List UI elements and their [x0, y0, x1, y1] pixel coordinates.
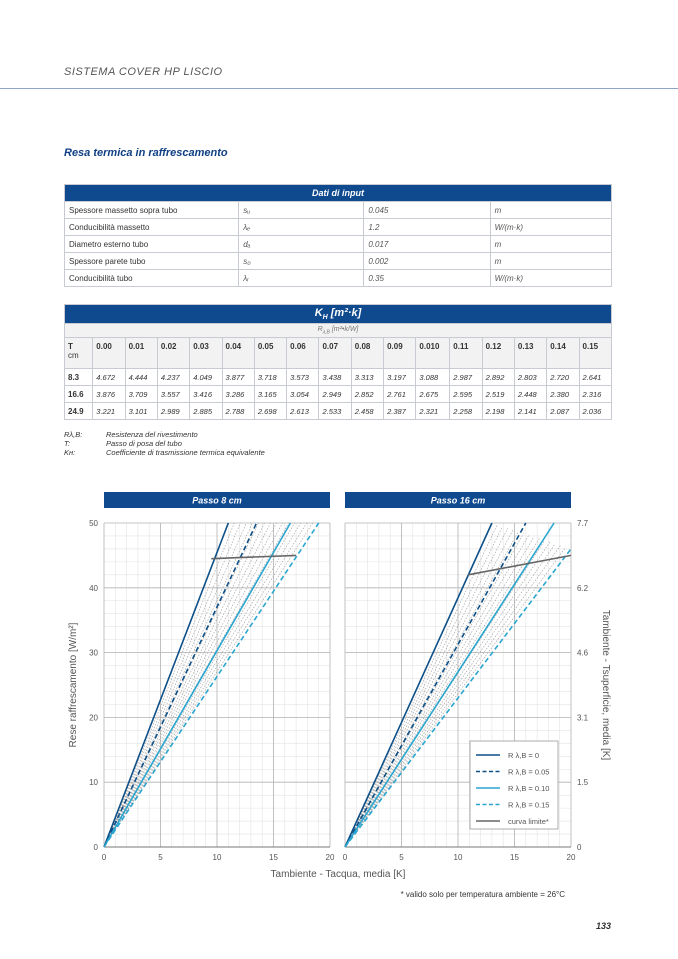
kh-cell: 3.709: [125, 386, 157, 403]
kh-column-header: 0.15: [579, 338, 611, 369]
kh-column-header: 0.02: [157, 338, 189, 369]
input-unit: m: [490, 253, 611, 270]
y-right-tick-label: 1.5: [577, 778, 589, 788]
input-symbol: s₀: [239, 253, 364, 270]
y-tick-label: 10: [89, 778, 98, 788]
series-line: [104, 523, 228, 847]
kh-row-t: 8.3: [65, 369, 93, 386]
kh-cell: 2.675: [416, 386, 450, 403]
kh-cell: 3.877: [222, 369, 254, 386]
kh-column-header: 0.01: [125, 338, 157, 369]
intermediate-line: [104, 523, 252, 847]
kh-cell: 3.088: [416, 369, 450, 386]
x-tick-label: 5: [399, 853, 404, 862]
x-axis-label: Tambiente - Tacqua, media [K]: [270, 869, 406, 880]
kh-cell: 2.803: [514, 369, 546, 386]
chart-footnote: * valido solo per temperatura ambiente = 26°C: [400, 890, 565, 899]
input-symbol: λₑ: [239, 219, 364, 236]
kh-cell: 2.641: [579, 369, 611, 386]
kh-cell: 2.458: [351, 403, 383, 420]
intermediate-line: [104, 523, 258, 847]
note-text: Coefficiente di trasmissione termica equivalente: [106, 448, 265, 457]
y-right-axis-label: Tambiente - Tsuperficie, media [K]: [600, 609, 611, 761]
y-tick-label: 30: [89, 648, 98, 658]
kh-cell: 2.698: [254, 403, 286, 420]
kh-cell: 3.557: [157, 386, 189, 403]
note-key: Kʜ:: [64, 448, 76, 457]
kh-column-header: 0.12: [482, 338, 514, 369]
kh-cell: 3.313: [351, 369, 383, 386]
chart-title: Passo 16 cm: [430, 495, 486, 506]
section-title: Resa termica in raffrescamento: [64, 147, 228, 159]
kh-cell: 3.286: [222, 386, 254, 403]
y-right-tick-label: 0: [577, 843, 582, 852]
input-unit: W/(m·k): [490, 270, 611, 287]
legend-label: R λ,B = 0: [508, 751, 540, 760]
y-tick-label: 50: [89, 519, 98, 528]
input-unit: W/(m·k): [490, 219, 611, 236]
kh-cell: 2.987: [450, 369, 482, 386]
kh-cell: 3.416: [190, 386, 222, 403]
kh-column-header: 0.08: [351, 338, 383, 369]
kh-cell: 2.321: [416, 403, 450, 420]
kh-cell: 3.876: [93, 386, 125, 403]
kh-cell: 2.761: [384, 386, 416, 403]
kh-cell: 2.198: [482, 403, 514, 420]
intermediate-line: [104, 523, 246, 847]
note-text: Passo di posa del tubo: [106, 439, 182, 448]
kh-column-header: 0.07: [319, 338, 351, 369]
y-tick-label: 0: [93, 843, 98, 852]
y-tick-label: 40: [89, 583, 98, 593]
kh-row-t: 24.9: [65, 403, 93, 420]
input-value: 0.002: [364, 253, 490, 270]
chart-title: Passo 8 cm: [192, 495, 242, 506]
header-title: SISTEMA COVER HP LISCIO: [64, 66, 223, 78]
x-tick-label: 5: [158, 853, 163, 862]
kh-cell: 2.949: [319, 386, 351, 403]
y-right-tick-label: 3.1: [577, 713, 589, 723]
kh-cell: 2.788: [222, 403, 254, 420]
kh-table-subtitle: $R_{\lambda,B}$ [m²•k/W]: [65, 324, 612, 338]
kh-cell: 4.049: [190, 369, 222, 386]
x-tick-label: 20: [325, 853, 335, 862]
x-tick-label: 15: [269, 853, 278, 862]
kh-cell: 3.101: [125, 403, 157, 420]
intermediate-line: [104, 523, 301, 847]
kh-column-header: 0.05: [254, 338, 286, 369]
kh-cell: 2.613: [287, 403, 319, 420]
x-tick-label: 10: [453, 853, 463, 862]
kh-cell: 2.087: [547, 403, 579, 420]
input-symbol: sᵤ: [239, 202, 364, 219]
kh-cell: 2.595: [450, 386, 482, 403]
input-label: Spessore parete tubo: [65, 253, 239, 270]
kh-cell: 2.141: [514, 403, 546, 420]
kh-cell: 4.444: [125, 369, 157, 386]
kh-cell: 2.885: [190, 403, 222, 420]
kh-column-header: 0.03: [190, 338, 222, 369]
y-right-tick-label: 4.6: [577, 648, 589, 658]
intermediate-line: [104, 523, 307, 847]
input-value: 0.017: [364, 236, 490, 253]
kh-cell: 2.519: [482, 386, 514, 403]
y-right-tick-label: 6.2: [577, 583, 589, 593]
kh-cell: 2.852: [351, 386, 383, 403]
note-key: Rλ,B:: [64, 430, 83, 439]
kh-cell: 2.448: [514, 386, 546, 403]
kh-t-header: T cm: [65, 338, 93, 369]
input-label: Conducibilità tubo: [65, 270, 239, 287]
input-label: Spessore massetto sopra tubo: [65, 202, 239, 219]
input-unit: m: [490, 202, 611, 219]
kh-cell: 2.720: [547, 369, 579, 386]
intermediate-line: [104, 523, 240, 847]
y-left-axis-label: Rese raffrescamento [W/m²]: [68, 622, 79, 748]
intermediate-line: [104, 523, 264, 847]
input-symbol: λᵣ: [239, 270, 364, 287]
y-right-tick-label: 7.7: [577, 519, 589, 528]
input-value: 1.2: [364, 219, 490, 236]
kh-cell: 2.380: [547, 386, 579, 403]
kh-cell: 3.438: [319, 369, 351, 386]
x-tick-label: 15: [510, 853, 519, 862]
legend-label: curva limite*: [508, 817, 549, 826]
kh-cell: 4.672: [93, 369, 125, 386]
note-key: T:: [64, 439, 71, 448]
input-value: 0.045: [364, 202, 490, 219]
x-tick-label: 0: [101, 853, 107, 862]
kh-row-t: 16.6: [65, 386, 93, 403]
input-unit: m: [490, 236, 611, 253]
series-line: [104, 523, 319, 847]
kh-cell: 2.036: [579, 403, 611, 420]
x-tick-label: 20: [566, 853, 576, 862]
kh-cell: 3.054: [287, 386, 319, 403]
kh-column-header: 0.010: [416, 338, 450, 369]
note-text: Resistenza del rivestimento: [106, 430, 198, 439]
intermediate-line: [104, 523, 283, 847]
kh-column-header: 0.04: [222, 338, 254, 369]
kh-table-title: $K_H$ [m²·k]: [65, 305, 612, 324]
kh-cell: 4.237: [157, 369, 189, 386]
x-tick-label: 0: [342, 853, 348, 862]
kh-cell: 2.892: [482, 369, 514, 386]
page-number: 133: [596, 921, 612, 931]
kh-cell: 3.718: [254, 369, 286, 386]
series-line: [468, 555, 571, 574]
legend-label: R λ,B = 0.15: [508, 800, 550, 810]
kh-column-header: 0.11: [450, 338, 482, 369]
kh-cell: 3.165: [254, 386, 286, 403]
input-label: Diametro esterno tubo: [65, 236, 239, 253]
kh-cell: 2.533: [319, 403, 351, 420]
kh-column-header: 0.06: [287, 338, 319, 369]
intermediate-line: [104, 523, 270, 847]
input-symbol: dₐ: [239, 236, 364, 253]
input-value: 0.35: [364, 270, 490, 287]
input-table-title: Dati di input: [65, 185, 612, 202]
legend-label: R λ,B = 0.10: [508, 784, 550, 793]
kh-cell: 2.387: [384, 403, 416, 420]
kh-cell: 3.221: [93, 403, 125, 420]
kh-cell: 3.573: [287, 369, 319, 386]
kh-column-header: 0.09: [384, 338, 416, 369]
kh-cell: 2.989: [157, 403, 189, 420]
kh-cell: 3.197: [384, 369, 416, 386]
intermediate-line: [104, 523, 234, 847]
x-tick-label: 10: [212, 853, 222, 862]
legend-label: R λ,B = 0.05: [508, 767, 550, 777]
kh-cell: 2.258: [450, 403, 482, 420]
kh-cell: 2.316: [579, 386, 611, 403]
kh-column-header: 0.00: [93, 338, 125, 369]
kh-column-header: 0.13: [514, 338, 546, 369]
input-label: Conducibilità massetto: [65, 219, 239, 236]
kh-column-header: 0.14: [547, 338, 579, 369]
y-tick-label: 20: [89, 713, 98, 723]
